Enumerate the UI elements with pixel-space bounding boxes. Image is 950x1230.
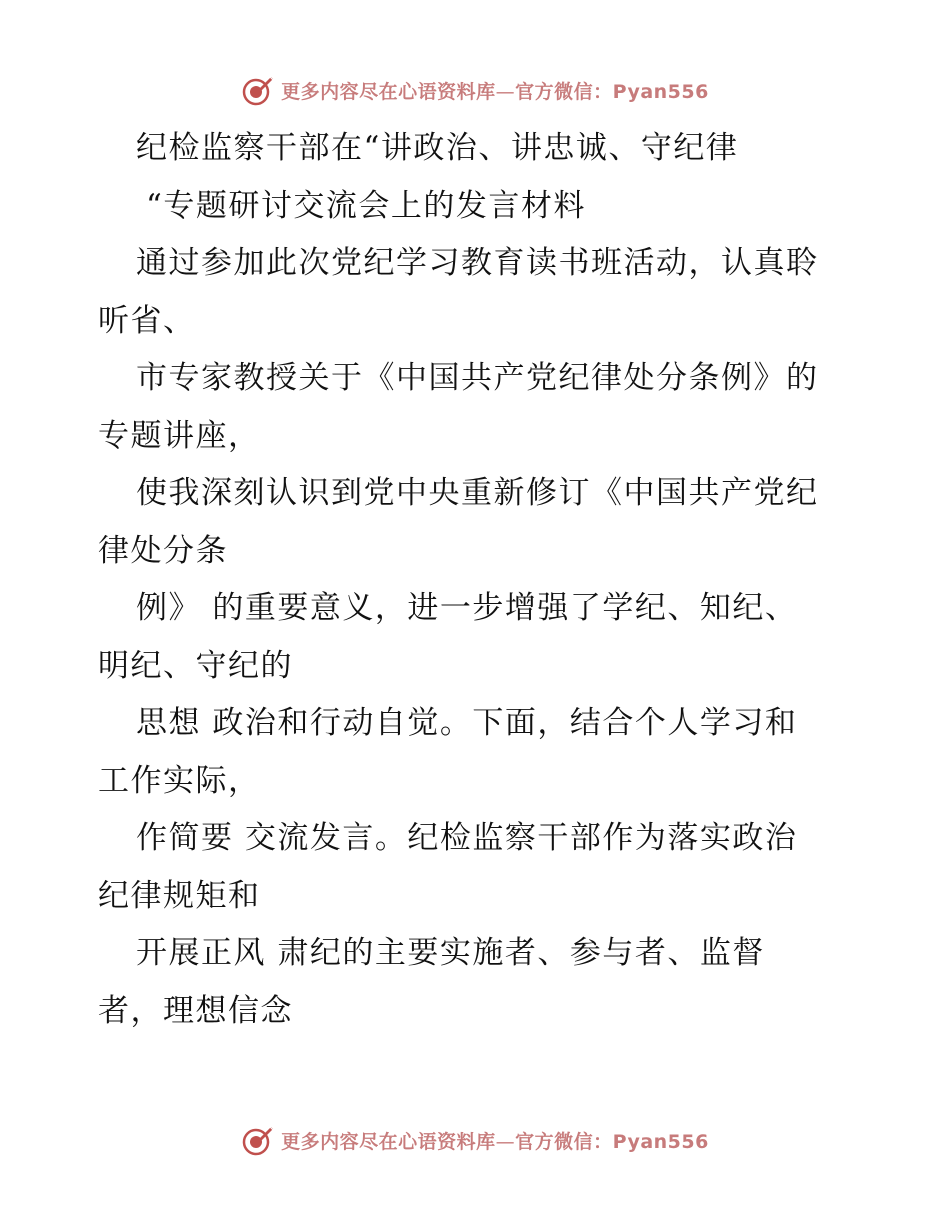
paragraph-line: 思想 政治和行动自觉。下面，结合个人学习和 [136,705,798,741]
paragraph-line: 使我深刻认识到党中央重新修订《中国共产党纪 [136,475,819,511]
paragraph-line: 明纪、守纪的 [98,647,293,684]
pen-nib-logo-icon [241,73,275,107]
paragraph-line: 作简要 交流发言。纪检监察干部作为落实政治 [136,820,798,856]
paragraph-line: 专题讲座， [98,417,261,454]
paragraph-line: 工作实际， [98,762,261,799]
paragraph-line: 例》 的重要意义，进一步增强了学纪、知纪、 [136,590,798,626]
paragraph-line: 者，理想信念 [98,992,293,1029]
header-banner [0,70,950,110]
paragraph-line: 纪律规矩和 [98,877,261,914]
footer-banner [0,1120,950,1160]
pen-nib-logo-icon [241,1123,275,1157]
document-body [98,120,858,1040]
banner-wechat: 官方微信：Pyan556 [515,1130,709,1153]
title-line-2: “专题研讨交流会上的发言材料 [146,187,586,224]
paragraph-line: 听省、 [98,302,196,339]
banner-wechat: 官方微信：Pyan556 [515,80,709,103]
banner-title: 更多内容尽在心语资料库 [281,1130,496,1153]
title-line-1: 纪检监察干部在“讲政治、讲忠诚、守纪律 [136,130,739,166]
paragraph-line: 开展正风 肃纪的主要实施者、参与者、监督 [136,935,765,971]
paragraph-line: 通过参加此次党纪学习教育读书班活动，认真聆 [136,245,819,281]
paragraph-line: 律处分条 [98,532,228,569]
banner-text [281,1127,709,1154]
banner-dash: — [495,1130,516,1153]
paragraph-line: 市专家教授关于《中国共产党纪律处分条例》的 [136,360,819,396]
banner-dash: — [495,80,516,103]
banner-text [281,77,709,104]
banner-title: 更多内容尽在心语资料库 [281,80,496,103]
